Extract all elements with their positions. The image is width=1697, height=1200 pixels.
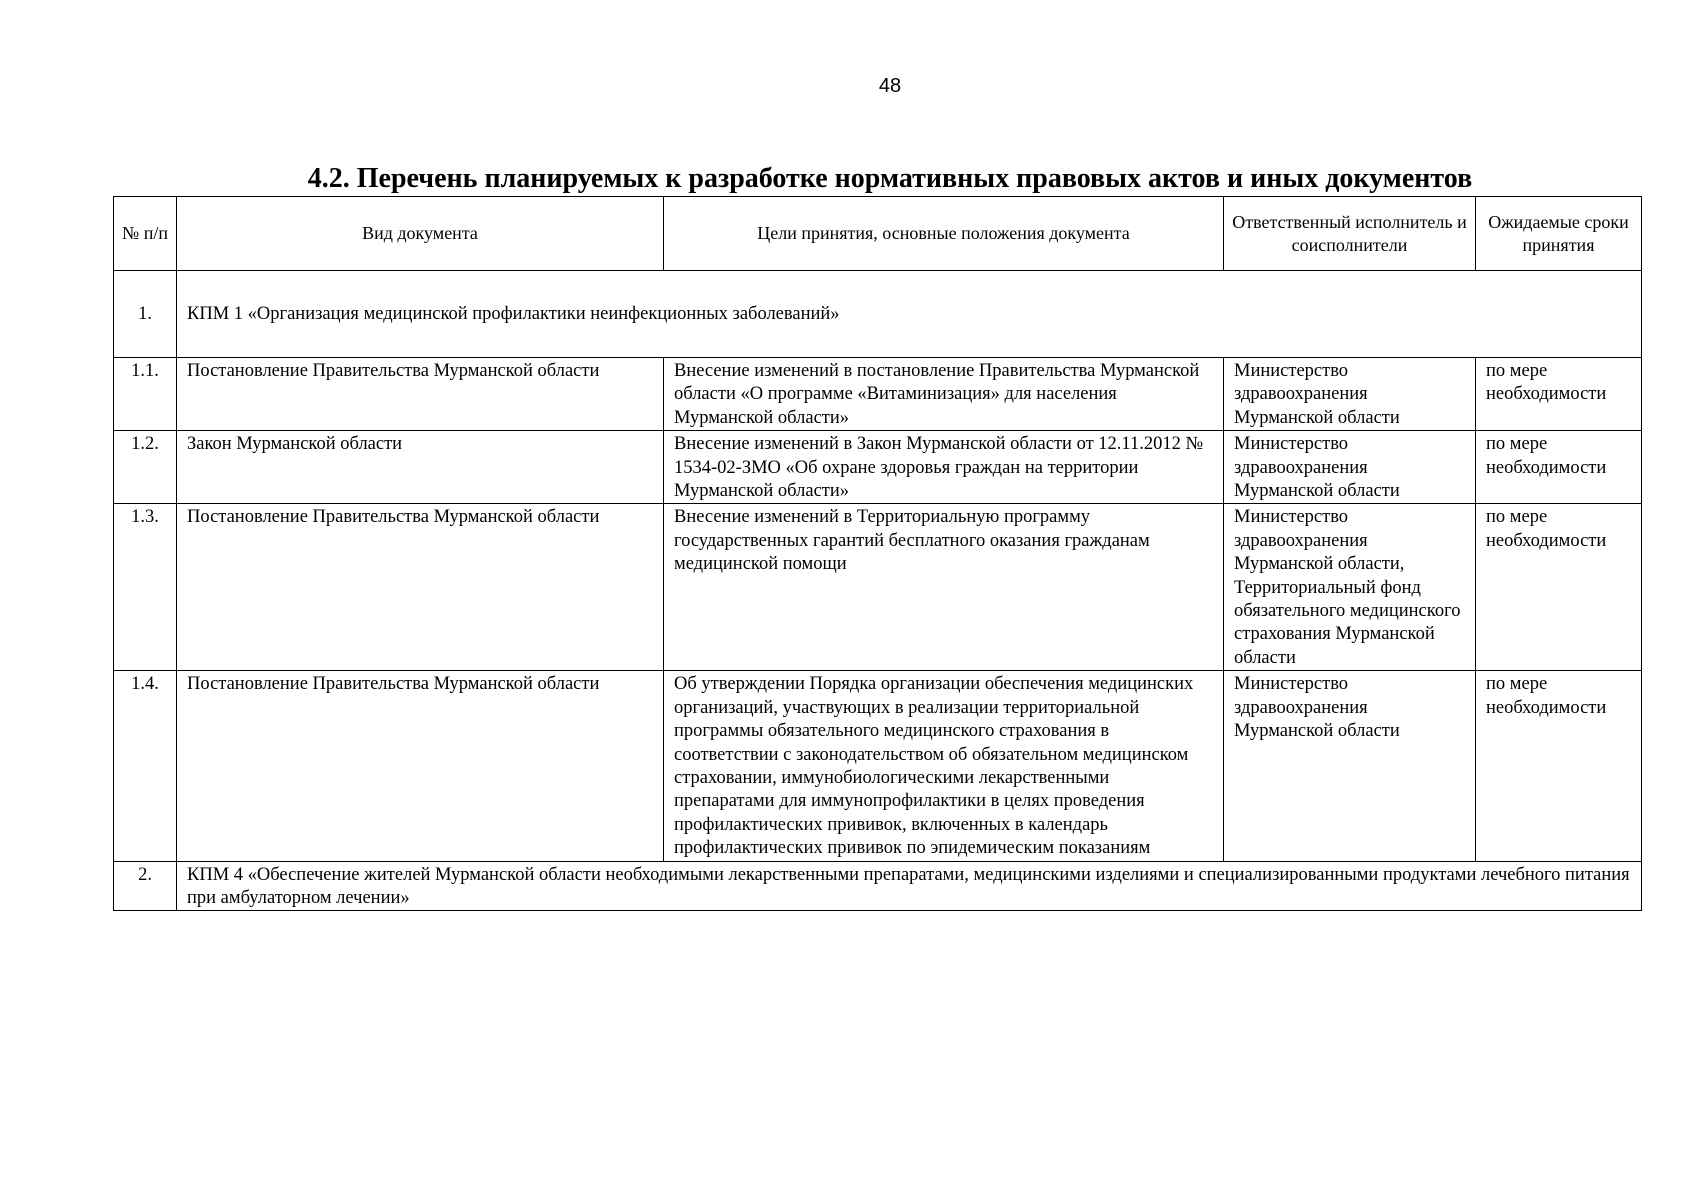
row-responsible: Министерство здравоохранения Мурманской области, Территориальный фонд обязательного медицинского страхования Мурманской области bbox=[1224, 504, 1476, 671]
table-row bbox=[114, 358, 1642, 431]
row-deadline: по мере необходимости bbox=[1476, 431, 1642, 504]
row-deadline: по мере необходимости bbox=[1476, 671, 1642, 861]
row-num: 1.4. bbox=[114, 671, 177, 861]
row-num: 1.1. bbox=[114, 358, 177, 431]
row-responsible: Министерство здравоохранения Мурманской области bbox=[1224, 358, 1476, 431]
row-goals: Внесение изменений в Территориальную программу государственных гарантий бесплатного оказания гражданам медицинской помощи bbox=[664, 504, 1224, 671]
row-deadline: по мере необходимости bbox=[1476, 358, 1642, 431]
row-goals: Внесение изменений в постановление Правительства Мурманской области «О программе «Витаминизация» для населения Мурманской области» bbox=[664, 358, 1224, 431]
row-doc-type: Постановление Правительства Мурманской области bbox=[177, 504, 664, 671]
row-num: 1.3. bbox=[114, 504, 177, 671]
table-row bbox=[114, 671, 1642, 861]
table-header-row bbox=[114, 197, 1642, 271]
header-deadline: Ожидаемые сроки принятия bbox=[1476, 197, 1642, 271]
row-doc-type: Постановление Правительства Мурманской области bbox=[177, 358, 664, 431]
header-goals: Цели принятия, основные положения документа bbox=[664, 197, 1224, 271]
row-deadline: по мере необходимости bbox=[1476, 504, 1642, 671]
row-responsible: Министерство здравоохранения Мурманской области bbox=[1224, 431, 1476, 504]
row-goals: Об утверждении Порядка организации обеспечения медицинских организаций, участвующих в реализации территориальной программы обязательного медицинского страхования в соответствии с законодательством об обязательном медицинском страховании, иммунобиологическими лекарственными препаратами для иммунопрофилактики в целях проведения профилактических прививок, включенных в календарь профилактических прививок по эпидемическим показаниям bbox=[664, 671, 1224, 861]
table-row bbox=[114, 504, 1642, 671]
section-title: КПМ 1 «Организация медицинской профилактики неинфекционных заболеваний» bbox=[177, 271, 1642, 358]
section-num: 2. bbox=[114, 861, 177, 911]
row-responsible: Министерство здравоохранения Мурманской области bbox=[1224, 671, 1476, 861]
section-num: 1. bbox=[114, 271, 177, 358]
table-row bbox=[114, 431, 1642, 504]
header-num: № п/п bbox=[114, 197, 177, 271]
page-number: 48 bbox=[878, 75, 902, 97]
row-doc-type: Постановление Правительства Мурманской области bbox=[177, 671, 664, 861]
row-doc-type: Закон Мурманской области bbox=[177, 431, 664, 504]
documents-table bbox=[113, 196, 1642, 911]
section-row-1 bbox=[114, 271, 1642, 358]
page-title: 4.2. Перечень планируемых к разработке нормативных правовых актов и иных документов bbox=[307, 163, 1473, 194]
section-title: КПМ 4 «Обеспечение жителей Мурманской области необходимыми лекарственными препаратами, медицинскими изделиями и специализированными продуктами лечебного питания при амбулаторном лечении» bbox=[177, 861, 1642, 911]
row-goals: Внесение изменений в Закон Мурманской области от 12.11.2012 № 1534-02-ЗМО «Об охране здоровья граждан на территории Мурманской области» bbox=[664, 431, 1224, 504]
header-doc-type: Вид документа bbox=[177, 197, 664, 271]
header-responsible: Ответственный исполнитель и соисполнители bbox=[1224, 197, 1476, 271]
row-num: 1.2. bbox=[114, 431, 177, 504]
section-row-2 bbox=[114, 861, 1642, 911]
